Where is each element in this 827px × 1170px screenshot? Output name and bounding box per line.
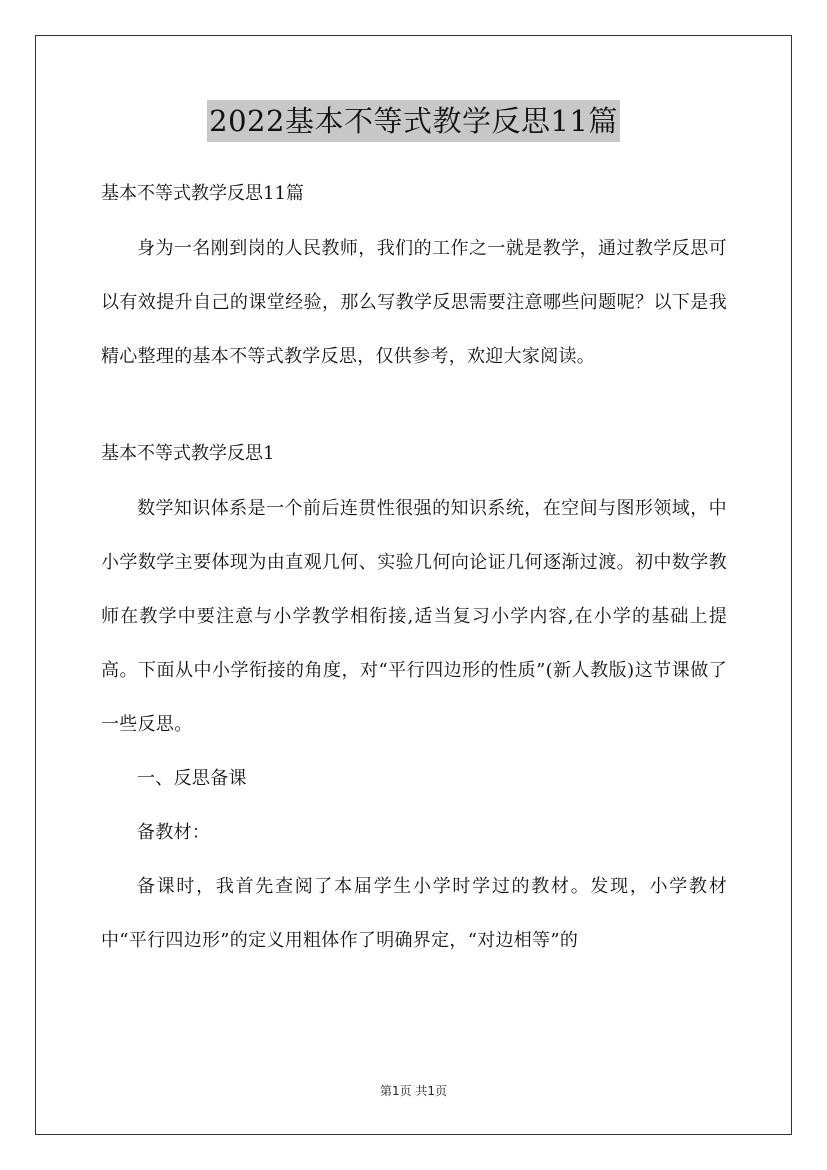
intro-paragraph: 身为一名刚到岗的人民教师，我们的工作之一就是教学，通过教学反思可以有效提升自己的课堂经验，那么写教学反思需要注意哪些问题呢？以下是我精心整理的基本不等式教学反思，仅供参考，欢迎大家阅读。 bbox=[101, 238, 727, 367]
document-body bbox=[101, 174, 727, 968]
body-paragraph: 备课时，我首先查阅了本届学生小学时学过的教材。发现，小学教材中“平行四边形”的定义用粗体作了明确界定，“对边相等”的 bbox=[101, 876, 727, 951]
title-container bbox=[0, 100, 827, 142]
sub-heading: 一、反思备课 bbox=[137, 768, 247, 789]
sub-heading: 备教材： bbox=[137, 822, 211, 843]
section-heading: 基本不等式教学反思1 bbox=[101, 443, 275, 464]
document-subtitle: 基本不等式教学反思11篇 bbox=[101, 183, 304, 204]
spacer bbox=[101, 384, 727, 434]
page-footer: 第1页 共1页 bbox=[379, 1084, 448, 1098]
document-title: 2022基本不等式教学反思11篇 bbox=[207, 100, 620, 142]
body-paragraph: 数学知识体系是一个前后连贯性很强的知识系统，在空间与图形领域，中小学数学主要体现为由直观几何、实验几何向论证几何逐渐过渡。初中数学教师在教学中要注意与小学教学相衔接,适当复习小学内容,在小学的基础上提高。下面从中小学衔接的角度，对“平行四边形的性质”(新人教版)这节课做了一些反思。 bbox=[101, 498, 727, 735]
